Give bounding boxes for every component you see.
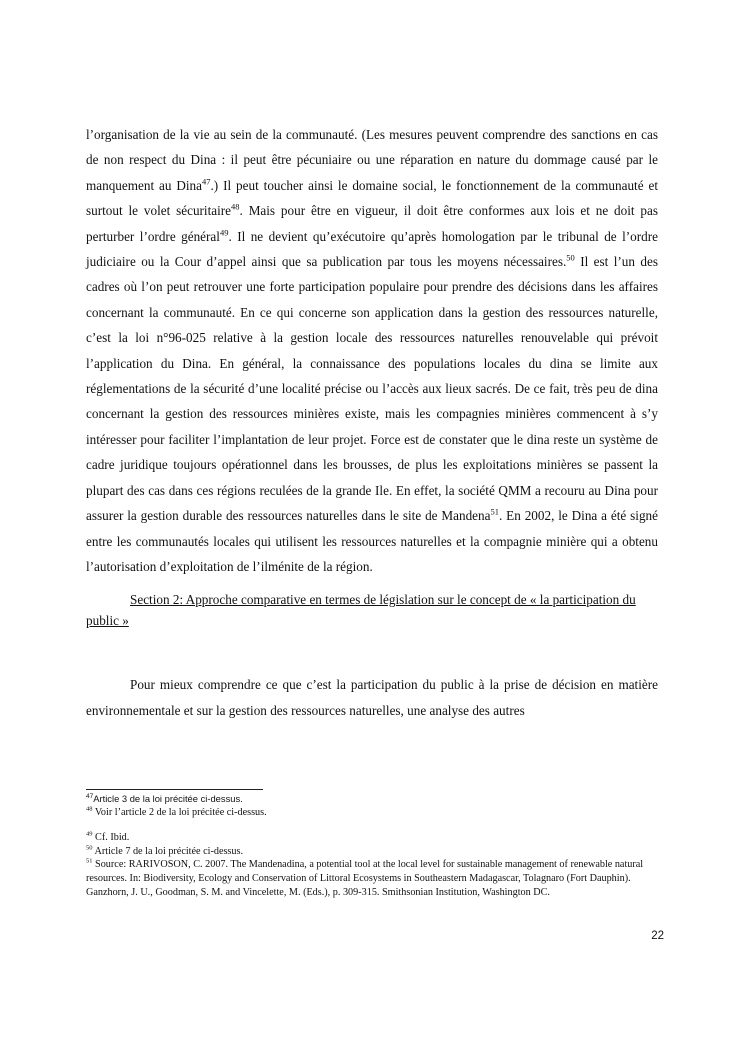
footnote-ref-50: 50 [566, 252, 575, 263]
footnote-text: Cf. Ibid. [92, 832, 130, 844]
footnote-48 [86, 806, 666, 820]
text-run: .) Il peut toucher ainsi le domaine social, le fonctionnement de la communauté et surtout le volet sécuritaire [86, 177, 658, 219]
text-run: l’organisation de la vie au sein de la communauté. (Les mesures peuvent comprendre des sanctions en cas de non respect du Dina : il peut être pécuniaire ou une réparation en nature du dommage causé par le manquement au Dina [86, 127, 658, 193]
footnote-number: 51 [86, 857, 93, 865]
page-number: 22 [651, 930, 664, 942]
paragraph-intro: Pour mieux comprendre ce que c’est la participation du public à la prise de décision en matière environnementale et sur la gestion des ressources naturelles, une analyse des autres [86, 677, 658, 718]
footnote-number: 47 [86, 792, 94, 800]
footnote-49 [86, 831, 666, 845]
footnote-text: Article 3 de la loi précitée ci-dessus. [93, 793, 243, 804]
section-heading: Section 2: Approche comparative en termes de législation sur le concept de « la participation du public » [86, 592, 636, 629]
footnote-ref-47: 47 [202, 176, 211, 187]
paragraph-dina [86, 122, 658, 579]
text-run: . En 2002, le Dina a été signé entre les communautés locales qui utilisent les ressources naturelles et la compagnie minière qui a obtenu l’autorisation d’exploitation de l’ilménite de la région. [86, 508, 658, 574]
footnote-text: Article 7 de la loi précitée ci-dessus. [92, 845, 243, 857]
footnote-51 [86, 858, 666, 899]
footnote-number: 48 [86, 805, 93, 813]
footnote-number: 50 [86, 844, 93, 852]
footnote-ref-51: 51 [490, 506, 499, 517]
footnote-ref-49: 49 [219, 227, 229, 238]
footnote-47 [86, 792, 666, 806]
text-run: . Il ne devient qu’exécutoire qu’après homologation par le tribunal de l’ordre judiciaire ou la Cour d’appel ainsi que sa publication par tous les moyens nécessaires. [86, 228, 658, 270]
footnote-separator [86, 789, 263, 790]
footnote-50 [86, 845, 666, 859]
footnote-ref-48: 48 [231, 201, 240, 212]
main-text [86, 122, 658, 723]
footnotes [86, 792, 666, 899]
footnote-text: Source: RARIVOSON, C. 2007. The Mandenadina, a potential tool at the local level for sustainable management of renewable natural resources. In: Biodiversity, Ecology and Conservation of Littoral Ecosystems in Southeastern Madagascar, Tolagnaro (Fort Dauphin). Ganzhorn, J. U., Goodman, S. M. and Vincelette, M. (Eds.), p. 309-315. Smithsonian Institution, Washington DC. [86, 859, 644, 898]
footnote-number: 49 [86, 830, 93, 838]
text-run: Il est l’un des cadres où l’on peut retrouver une forte participation populaire pour prendre des décisions dans les affaires concernant la communauté. En ce qui concerne son application dans la gestion des ressources naturelle, c’est la loi n°96-025 relative à la gestion locale des ressources naturelles renouvelable qui prévoit l’application du Dina. En général, la connaissance des populations locales du dina se limite aux réglementations de la sécurité d’une localité précise ou l’accès aux lieux sacrés. De ce fait, très peu de dina concernant la gestion des ressources minières existe, mais les compagnies minières commencent à s’y intéresser pour faciliter l’implantation de leur projet. Force est de constater que le dina reste un système de cadre juridique toujours opérationnel dans les brousses, de plus les exploitations minières se passent la plupart des cas dans ces régions reculées de la grande Ile. En effet, la société QMM a recouru au Dina pour assurer la gestion durable des ressources naturelles dans le site de Mandena [86, 254, 658, 524]
footnote-text: Voir l’article 2 de la loi précitée ci-dessus. [92, 806, 267, 818]
text-run: . Mais pour être en vigueur, il doit être conformes aux lois et ne doit pas perturber l’ordre général [86, 203, 658, 244]
